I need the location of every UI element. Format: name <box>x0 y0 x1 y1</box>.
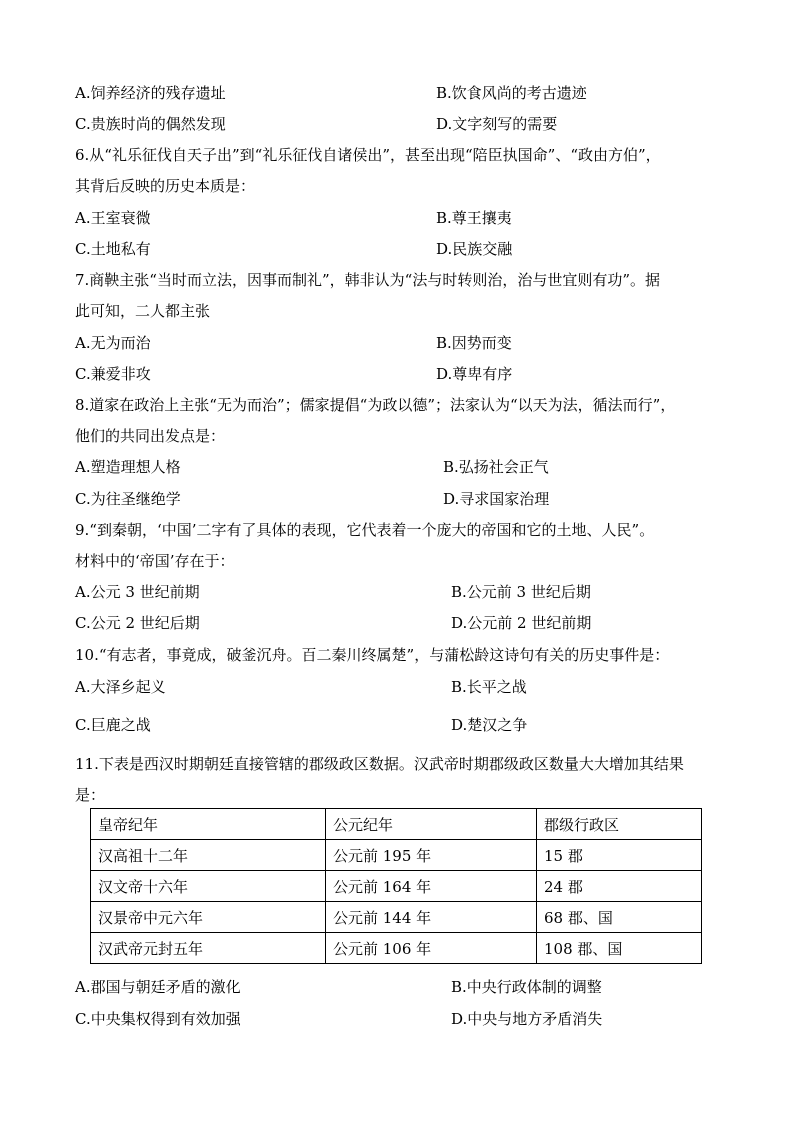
q8-stem-line2: 他们的共同出发点是： <box>75 427 226 445</box>
table-cell: 公元前 106 年 <box>326 933 537 964</box>
table-cell: 15 郡 <box>537 840 702 871</box>
q5-option-d: D.文字刻写的需要 <box>436 115 558 133</box>
q9-option-b: B.公元前 3 世纪后期 <box>451 583 591 601</box>
table-cell: 汉高祖十二年 <box>91 840 326 871</box>
table-header-cell: 郡级行政区 <box>537 809 702 840</box>
table-header-cell: 皇帝纪年 <box>91 809 326 840</box>
q9-option-c: C.公元 2 世纪后期 <box>75 614 200 632</box>
table-row <box>91 840 702 871</box>
q6-option-d: D.民族交融 <box>436 240 513 258</box>
q7-option-c: C.兼爱非攻 <box>75 365 151 383</box>
table-header-cell: 公元纪年 <box>326 809 537 840</box>
q10-option-d: D.楚汉之争 <box>451 716 528 734</box>
table-row <box>91 933 702 964</box>
q7-stem-line2: 此可知，二人都主张 <box>75 302 211 320</box>
q6-stem-line2: 其背后反映的历史本质是： <box>75 177 256 195</box>
table-cell: 公元前 195 年 <box>326 840 537 871</box>
q8-option-d: D.寻求国家治理 <box>443 490 550 508</box>
q11-option-c: C.中央集权得到有效加强 <box>75 1010 241 1028</box>
q11-option-a: A.郡国与朝廷矛盾的激化 <box>75 978 241 996</box>
q8-stem-line1: 8.道家在政治上主张“无为而治”；儒家提倡“为政以德”；法家认为“以天为法，循法而行”， <box>75 396 676 414</box>
q11-option-b: B.中央行政体制的调整 <box>451 978 602 996</box>
table-cell: 公元前 144 年 <box>326 902 537 933</box>
q8-option-a: A.塑造理想人格 <box>75 458 181 476</box>
q10-option-b: B.长平之战 <box>451 678 527 696</box>
q9-stem-line2: 材料中的‘帝国’存在于： <box>75 552 235 570</box>
table-cell: 汉景帝中元六年 <box>91 902 326 933</box>
q7-stem-line1: 7.商鞅主张“当时而立法，因事而制礼”，韩非认为“法与时转则治，治与世宜则有功”。据 <box>75 271 660 289</box>
q9-option-a: A.公元 3 世纪前期 <box>75 583 200 601</box>
q8-option-c: C.为往圣继绝学 <box>75 490 181 508</box>
q9-stem-line1: 9.“到秦朝，‘中国’二字有了具体的表现，它代表着一个庞大的帝国和它的土地、人民”。 <box>75 521 655 539</box>
table-cell: 汉武帝元封五年 <box>91 933 326 964</box>
q6-option-c: C.土地私有 <box>75 240 151 258</box>
q6-option-a: A.王室衰微 <box>75 209 151 227</box>
q6-stem-line1: 6.从“礼乐征伐自天子出”到“礼乐征伐自诸侯出”，甚至出现“陪臣执国命”、“政由方伯”， <box>75 146 661 164</box>
q10-option-c: C.巨鹿之战 <box>75 716 151 734</box>
q10-stem-line1: 10.“有志者，事竟成，破釜沉舟。百二秦川终属楚”，与蒲松龄这诗句有关的历史事件是： <box>75 646 670 664</box>
q11-stem-line1: 11.下表是西汉时期朝廷直接管辖的郡级政区数据。汉武帝时期郡级政区数量大大增加其结果 <box>75 755 684 773</box>
table-row <box>91 871 702 902</box>
q5-option-a: A.饲养经济的残存遗址 <box>75 84 226 102</box>
table-cell: 68 郡、国 <box>537 902 702 933</box>
table-cell: 108 郡、国 <box>537 933 702 964</box>
table-cell: 汉文帝十六年 <box>91 871 326 902</box>
q7-option-b: B.因势而变 <box>436 334 512 352</box>
q8-option-b: B.弘扬社会正气 <box>443 458 549 476</box>
q9-option-d: D.公元前 2 世纪前期 <box>451 614 592 632</box>
q5-option-c: C.贵族时尚的偶然发现 <box>75 115 226 133</box>
q11-stem-line2: 是： <box>75 786 106 804</box>
q6-option-b: B.尊王攘夷 <box>436 209 512 227</box>
q5-option-b: B.饮食风尚的考古遗迹 <box>436 84 587 102</box>
table-header-row <box>91 809 702 840</box>
q11-option-d: D.中央与地方矛盾消失 <box>451 1010 603 1028</box>
table-cell: 公元前 164 年 <box>326 871 537 902</box>
q7-option-a: A.无为而治 <box>75 334 151 352</box>
q7-option-d: D.尊卑有序 <box>436 365 513 383</box>
commandery-data-table <box>90 808 702 964</box>
table-row <box>91 902 702 933</box>
q10-option-a: A.大泽乡起义 <box>75 678 166 696</box>
table-cell: 24 郡 <box>537 871 702 902</box>
